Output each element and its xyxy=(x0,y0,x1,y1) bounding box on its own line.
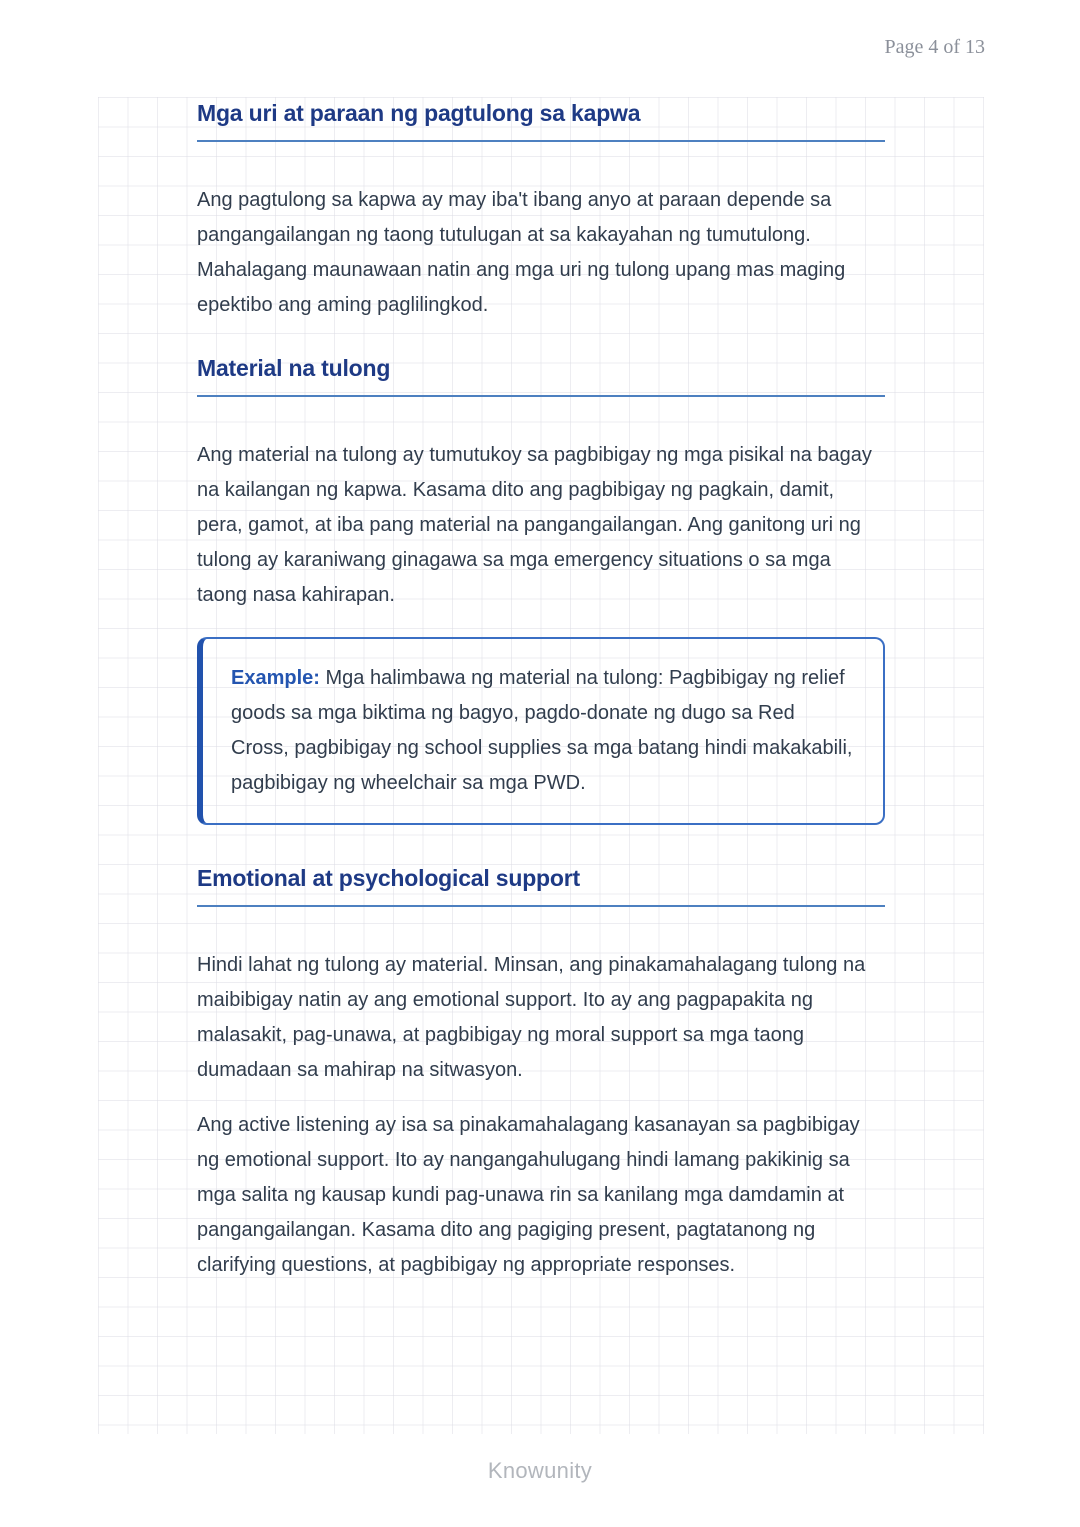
section-heading-emotional-support: Emotional at psychological support xyxy=(197,865,885,907)
paragraph-emotional-support: Hindi lahat ng tulong ay material. Minsan, ang pinakamahalagang tulong na maibibigay natin ay ang emotional support. Ito ay ang pagpapakita ng malasakit, pag-unawa, at pagbibigay ng moral support sa mga taong dumadaan sa mahirap na sitwasyon. xyxy=(197,954,866,1081)
example-paragraph xyxy=(231,661,853,801)
footer-brand: Knowunity xyxy=(487,1458,593,1483)
example-text: Mga halimbawa ng material na tulong: Pagbibigay ng relief goods sa mga biktima ng bagyo, pagdo-donate ng dugo sa Red Cross, pagbibigay ng school supplies sa mga batang hindi makakabili, pagbibigay ng wheelchair sa mga PWD. xyxy=(231,667,853,794)
page-number-label: Page 4 of 13 xyxy=(884,36,985,58)
paragraph-active-listening: Ang active listening ay isa sa pinakamahalagang kasanayan sa pagbibigay ng emotional support. Ito ay nangangahulugang hindi lamang pakikinig sa mga salita ng kausap kundi pag-unawa rin sa kanilang mga damdamin at pangangailangan. Kasama dito ang pagiging present, pagtatanong ng clarifying questions, at pagbibigay ng appropriate responses. xyxy=(197,1114,860,1276)
example-callout-box xyxy=(197,637,885,825)
section-heading-material-help: Material na tulong xyxy=(197,355,885,397)
section-heading-types-of-help: Mga uri at paraan ng pagtulong sa kapwa xyxy=(197,100,885,142)
notebook-sheet xyxy=(98,97,984,1434)
document-content xyxy=(98,97,984,1283)
paragraph-intro: Ang pagtulong sa kapwa ay may iba't ibang anyo at paraan depende sa pangangailangan ng taong tutulugan at sa kakayahan ng tumutulong. Mahalagang maunawaan natin ang mga uri ng tulong upang mas maging epektibo ang aming paglilingkod. xyxy=(197,189,846,316)
example-label: Example: xyxy=(231,667,320,689)
paragraph-material-help: Ang material na tulong ay tumutukoy sa pagbibigay ng mga pisikal na bagay na kailangan ng kapwa. Kasama dito ang pagbibigay ng pagkain, damit, pera, gamot, at iba pang material na pangangailangan. Ang ganitong uri ng tulong ay karaniwang ginagawa sa mga emergency situations o sa mga taong nasa kahirapan. xyxy=(197,444,872,606)
